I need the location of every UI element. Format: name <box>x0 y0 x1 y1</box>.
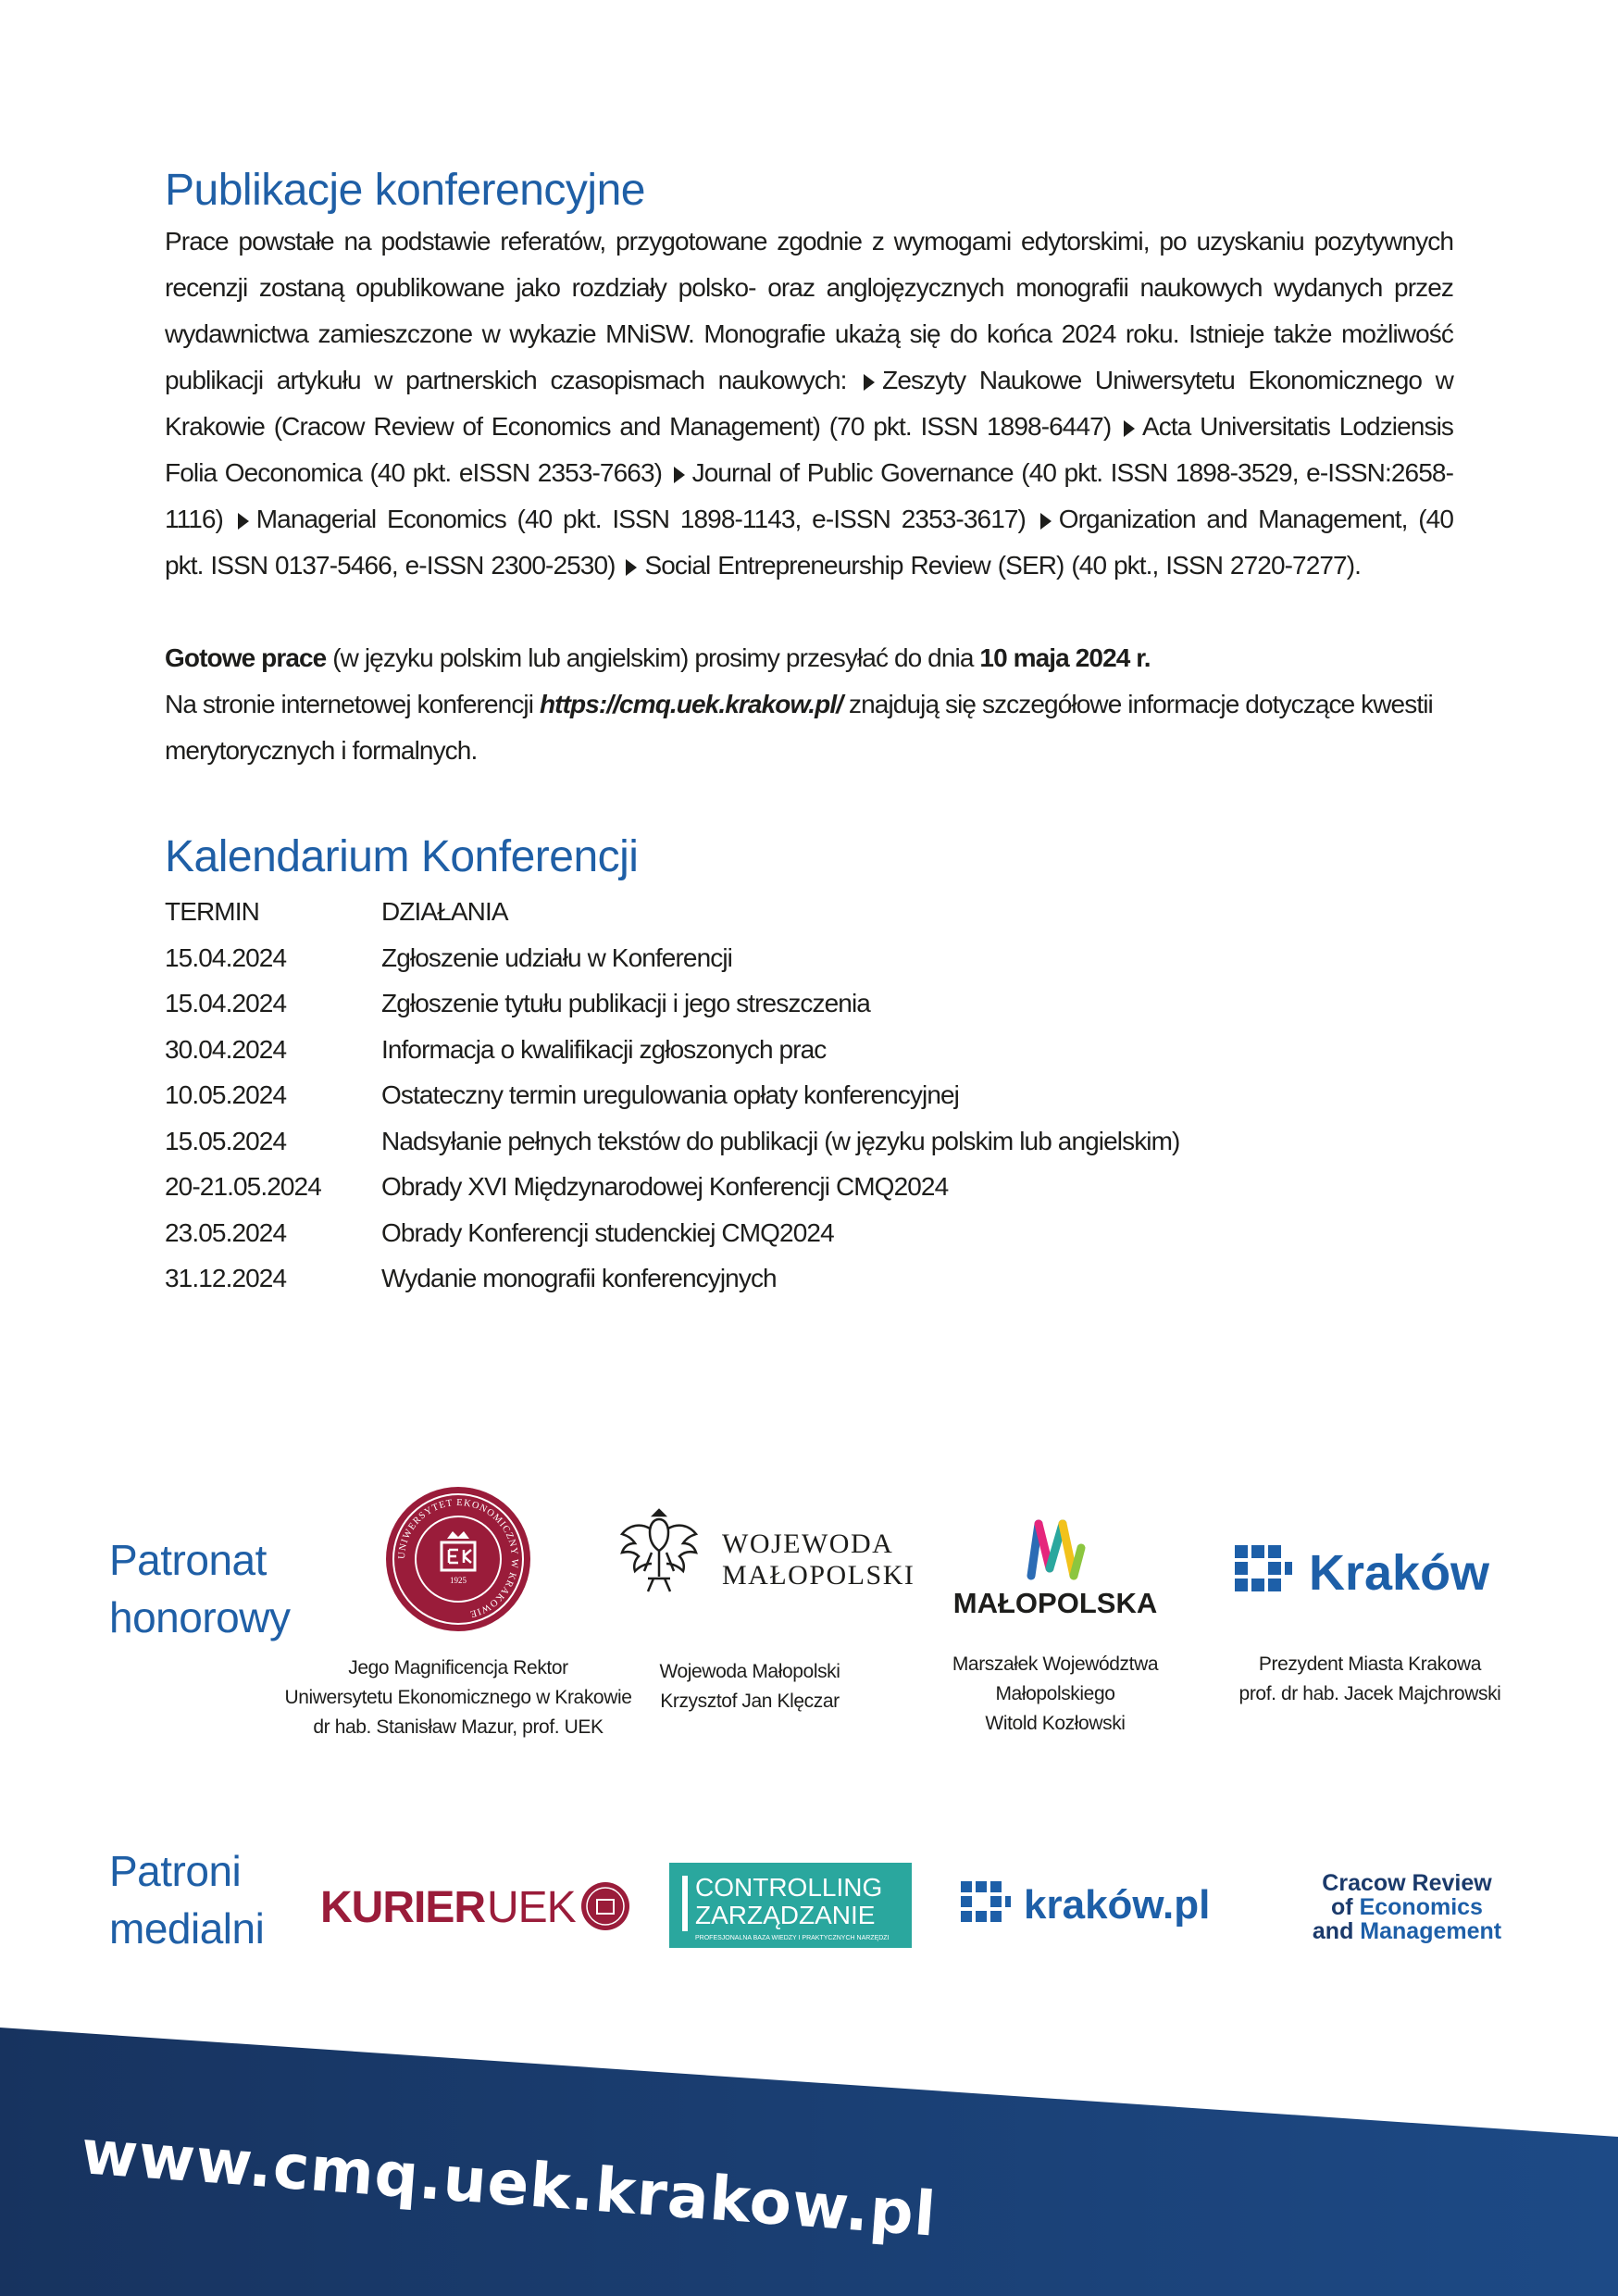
patron-rector <box>278 1653 639 1742</box>
bullet-triangle-icon <box>238 513 249 530</box>
calendar-table <box>165 889 1453 1302</box>
journal-item: Managerial Economics (40 pkt. ISSN 1898-1143, e-ISSN 2353-3617) <box>255 505 1026 533</box>
patron-marszalek <box>916 1650 1194 1739</box>
calendar-action: Nadsyłanie pełnych tekstów do publikacji (w języku polskim lub angielskim) <box>381 1126 1180 1155</box>
calendar-date: 10.05.2024 <box>165 1080 287 1109</box>
cracow-review-logo <box>1281 1866 1533 1948</box>
calendar-date: 15.05.2024 <box>165 1126 287 1155</box>
submission-info <box>165 635 1453 774</box>
calendar-row <box>165 1210 1453 1256</box>
patron-caption: Uniwersytetu Ekonomicznego w Krakowie <box>284 1687 632 1708</box>
controlling-tagline: PROFESJONALNA BAZA WIEDZY I PRAKTYCZNYCH NARZĘDZI <box>695 1935 890 1941</box>
patron-prezydent <box>1203 1650 1537 1709</box>
kurier-logo-text: KURIER <box>320 1883 486 1932</box>
calendar-row <box>165 1118 1453 1165</box>
wojewoda-logo-text: MAŁOPOLSKI <box>722 1560 915 1591</box>
crem-logo-line: of Economics <box>1331 1894 1483 1920</box>
uek-logo-text: UEK <box>487 1883 576 1932</box>
publications-intro: Prace powstałe na podstawie referatów, przygotowane zgodnie z wymogami edytorskimi, po uzyskaniu pozytywnych recenzji zostaną opublikowane jako rozdziały polsko- oraz anglojęzycznych monografii naukowych wydanych przez wydawnictwa zamieszczone w wykazie MNiSW. Monografie ukażą się do końca 2024 roku. Istnieje także możliwość publikacji artykułu w partnerskich czasopismach naukowych: <box>165 227 1453 394</box>
journal-item: Zeszyty Naukowe Uniwersytetu Ekonomicznego w Krakowie (Cracow Review of Economics and Management) (70 pkt. ISSN 1898-6447) <box>165 366 1453 441</box>
journal-item: Social Entrepreneurship Review (SER) (40 pkt., ISSN 2720-7277). <box>644 551 1362 580</box>
crem-logo-line: and Management <box>1312 1918 1502 1944</box>
calendar-date: 31.12.2024 <box>165 1264 287 1292</box>
journal-item: Journal of Public Governance (40 pkt. ISSN 1898-3529, e-ISSN:2658-1116) <box>165 458 1453 533</box>
malopolska-logo <box>935 1511 1176 1622</box>
calendar-row <box>165 1027 1453 1073</box>
eagle-emblem-icon <box>622 1510 696 1591</box>
patron-caption: dr hab. Stanisław Mazur, prof. UEK <box>313 1716 604 1738</box>
zarzadzanie-logo-text: ZARZĄDZANIE <box>695 1901 876 1929</box>
calendar-action: Obrady Konferencji studenckiej CMQ2024 <box>381 1217 834 1247</box>
calendar-action: Zgłoszenie udziału w Konferencji <box>381 942 732 972</box>
calendar-action: Obrady XVI Międzynarodowej Konferencji CMQ2024 <box>381 1172 949 1201</box>
column-header-term: TERMIN <box>165 897 259 926</box>
calendar-date: 20-21.05.2024 <box>165 1172 321 1201</box>
patron-caption: Wojewoda Małopolski <box>659 1661 840 1682</box>
controlling-zarzadzanie-logo <box>669 1863 912 1948</box>
publications-heading: Publikacje konferencyjne <box>165 166 645 215</box>
journal-item: Organization and Management, (40 pkt. ISSN 0137-5466, e-ISSN 2300-2530) <box>165 505 1454 580</box>
journal-item: Acta Universitatis Lodziensis Folia Oeconomica (40 pkt. eISSN 2353-7663) <box>165 412 1453 487</box>
column-header-action: DZIAŁANIA <box>381 897 508 926</box>
krakow-square-icon <box>961 1881 1011 1922</box>
patron-caption: Krzysztof Jan Klęczar <box>660 1691 840 1712</box>
seal-year: 1925 <box>450 1576 467 1585</box>
submission-text: Na stronie internetowej konferencji <box>165 690 540 718</box>
calendar-action: Zgłoszenie tytułu publikacji i jego streszczenia <box>381 989 870 1017</box>
website-url-link[interactable]: www.cmq.uek.krakow.pl <box>79 2116 940 2251</box>
malopolska-logo-text: MAŁOPOLSKA <box>952 1587 1158 1619</box>
calendar-date: 15.04.2024 <box>165 989 287 1017</box>
calendar-date: 15.04.2024 <box>165 942 287 972</box>
malopolska-m-icon <box>1031 1524 1081 1576</box>
patron-wojewoda <box>611 1657 889 1716</box>
patron-caption: Małopolskiego <box>995 1683 1115 1704</box>
bullet-triangle-icon <box>1124 420 1135 437</box>
patron-caption: Prezydent Miasta Krakowa <box>1258 1653 1482 1675</box>
controlling-logo-text: CONTROLLING <box>695 1873 883 1902</box>
wojewoda-logo <box>611 1504 915 1602</box>
publications-paragraph <box>165 218 1453 589</box>
krakow-logo <box>1231 1540 1509 1604</box>
calendar-heading: Kalendarium Konferencji <box>165 832 639 881</box>
honorary-patronage-label <box>109 1531 290 1646</box>
bullet-triangle-icon <box>1040 513 1052 530</box>
seal-text: UNIWERSYTET EKONOMICZNY W KRAKOWIE <box>396 1497 520 1619</box>
media-patrons-label <box>109 1842 264 1957</box>
calendar-date: 30.04.2024 <box>165 1034 287 1064</box>
crem-logo-line: Cracow Review <box>1322 1870 1492 1896</box>
wojewoda-logo-text: WOJEWODA <box>722 1529 894 1559</box>
bullet-triangle-icon <box>674 467 685 483</box>
submission-lead: Gotowe prace <box>165 643 327 672</box>
krakow-logo-text: Kraków <box>1309 1545 1490 1601</box>
calendar-date: 23.05.2024 <box>165 1217 287 1247</box>
calendar-action: Ostateczny termin uregulowania opłaty konferencyjnej <box>381 1080 959 1109</box>
patron-caption: Witold Kozłowski <box>985 1713 1126 1734</box>
label-line: medialni <box>109 1904 265 1953</box>
uek-seal-logo <box>384 1485 532 1633</box>
kurier-uek-logo <box>320 1874 635 1939</box>
bullet-triangle-icon <box>626 559 637 576</box>
label-line: Patroni <box>109 1847 242 1895</box>
label-line: Patronat <box>109 1536 267 1584</box>
patron-caption: Jego Magnificencja Rektor <box>348 1657 568 1678</box>
label-line: honorowy <box>109 1593 291 1641</box>
calendar-row <box>165 980 1453 1027</box>
submission-text: (w języku polskim lub angielskim) prosimy przesyłać do dnia <box>326 643 980 672</box>
submission-text: znajdują się szczegółowe informacje dotyczące kwestii merytorycznych i formalnych. <box>165 690 1433 765</box>
calendar-row <box>165 1072 1453 1118</box>
calendar-header-row <box>165 889 1453 935</box>
conference-url-link[interactable]: https://cmq.uek.krakow.pl/ <box>539 690 843 718</box>
bullet-triangle-icon <box>864 374 875 391</box>
submission-deadline: 10 maja 2024 r. <box>979 643 1151 672</box>
patron-caption: prof. dr hab. Jacek Majchrowski <box>1238 1683 1501 1704</box>
krakow-pl-logo <box>959 1874 1237 1933</box>
patron-caption: Marszałek Województwa <box>952 1653 1159 1675</box>
calendar-row <box>165 1255 1453 1302</box>
krakow-pl-logo-text: kraków.pl <box>1024 1882 1211 1928</box>
calendar-action: Informacja o kwalifikacji zgłoszonych prac <box>381 1034 827 1064</box>
uek-seal-icon <box>581 1882 629 1930</box>
krakow-square-icon <box>1235 1545 1292 1591</box>
calendar-row <box>165 935 1453 981</box>
calendar-action: Wydanie monografii konferencyjnych <box>381 1264 777 1292</box>
calendar-row <box>165 1164 1453 1210</box>
